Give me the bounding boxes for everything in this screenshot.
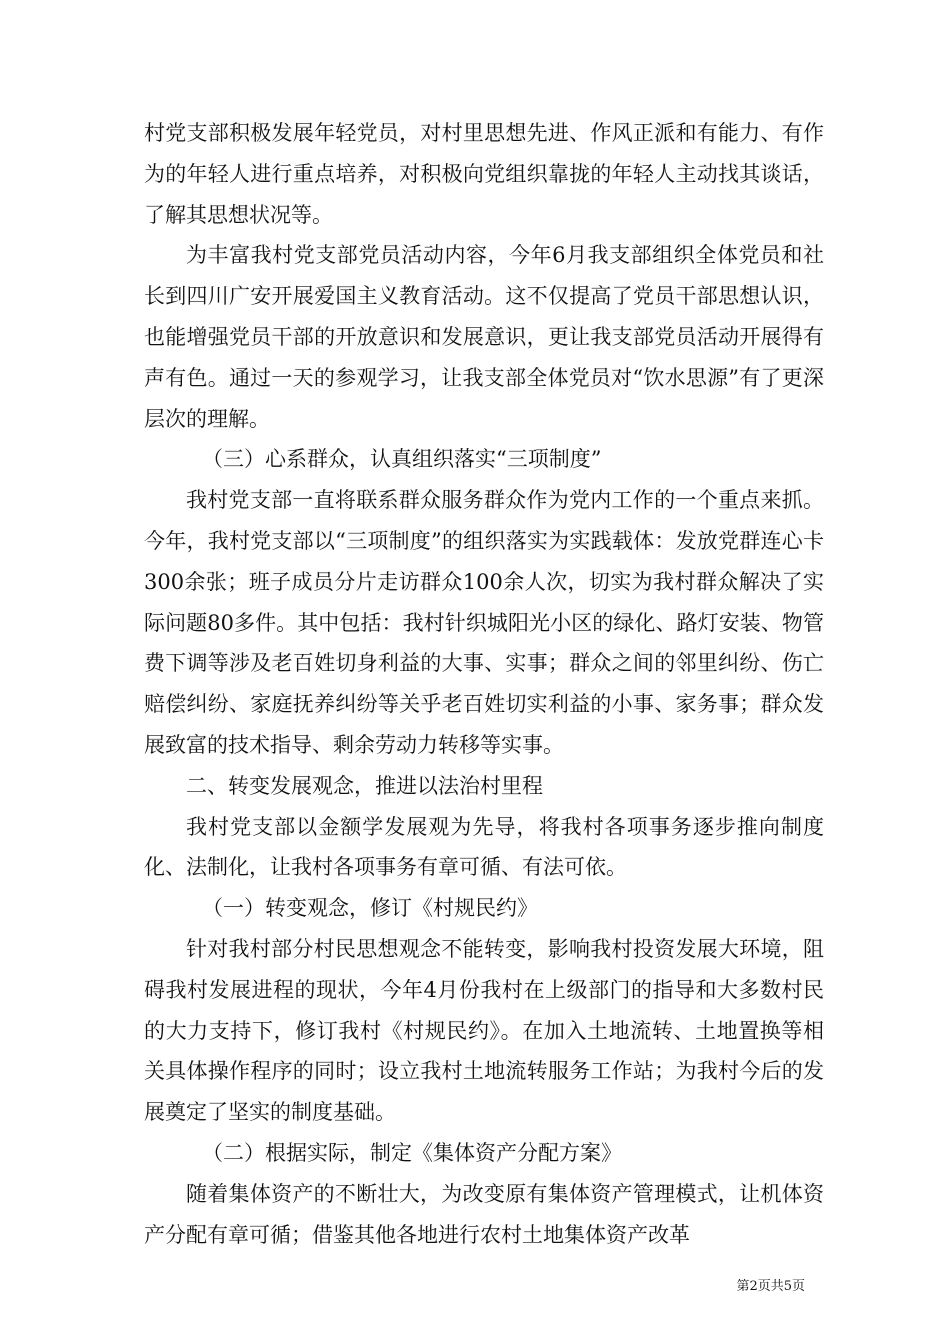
section-heading-asset-plan: （二）根据实际，制定《集体资产分配方案》 bbox=[202, 1140, 622, 1165]
section-heading-three-systems: （三）心系群众，认真组织落实“三项制度” bbox=[202, 447, 602, 472]
document-page bbox=[144, 113, 824, 1255]
section-heading-village-rules: （一）转变观念，修订《村规民约》 bbox=[202, 896, 538, 921]
section-heading-rule-of-law: 二、转变发展观念，推进以法治村里程 bbox=[186, 773, 543, 798]
paragraph-collective-assets: 随着集体资产的不断壮大，为改变原有集体资产管理模式，让机体资产分配有章可循；借鉴其他各地进行农村土地集体资产改革 bbox=[144, 1181, 824, 1247]
page-number: 第2页共5页 bbox=[736, 1279, 805, 1294]
paragraph-village-rules: 针对我村部分村民思想观念不能转变，影响我村投资发展大环境，阻碍我村发展进程的现状，今年4月份我村在上级部门的指导和大多数村民的大力支持下，修订我村《村规民约》。在加入土地流转、土地置换等相关具体操作程序的同时；设立我村土地流转服务工作站；为我村今后的发展奠定了坚实的制度基础。 bbox=[144, 936, 824, 1125]
paragraph-serve-masses: 我村党支部一直将联系群众服务群众作为党内工作的一个重点来抓。今年，我村党支部以“三项制度”的组织落实为实践载体：发放党群连心卡300余张；班子成员分片走访群众100余人次，切实为我村群众解决了实际问题80多件。其中包括：我村针织城阳光小区的绿化、路灯安装、物管费下调等涉及老百姓切身利益的大事、实事；群众之间的邻里纠纷、伤亡赔偿纠纷、家庭抚养纠纷等关乎老百姓切实利益的小事、家务事；群众发展致富的技术指导、剩余劳动力转移等实事。 bbox=[144, 488, 824, 757]
paragraph-continuation: 村党支部积极发展年轻党员，对村里思想先进、作风正派和有能力、有作为的年轻人进行重点培养，对积极向党组织靠拢的年轻人主动找其谈话，了解其思想状况等。 bbox=[144, 121, 824, 227]
paragraph-education-activity: 为丰富我村党支部党员活动内容，今年6月我支部组织全体党员和社长到四川广安开展爱国主义教育活动。这不仅提高了党员干部思想认识，也能增强党员干部的开放意识和发展意识，更让我支部党员活动开展得有声有色。通过一天的参观学习，让我支部全体党员对“饮水思源”有了更深层次的理解。 bbox=[144, 243, 824, 431]
paragraph-institutionalization: 我村党支部以金额学发展观为先导，将我村各项事务逐步推向制度化、法制化，让我村各项事务有章可循、有法可依。 bbox=[144, 814, 824, 880]
